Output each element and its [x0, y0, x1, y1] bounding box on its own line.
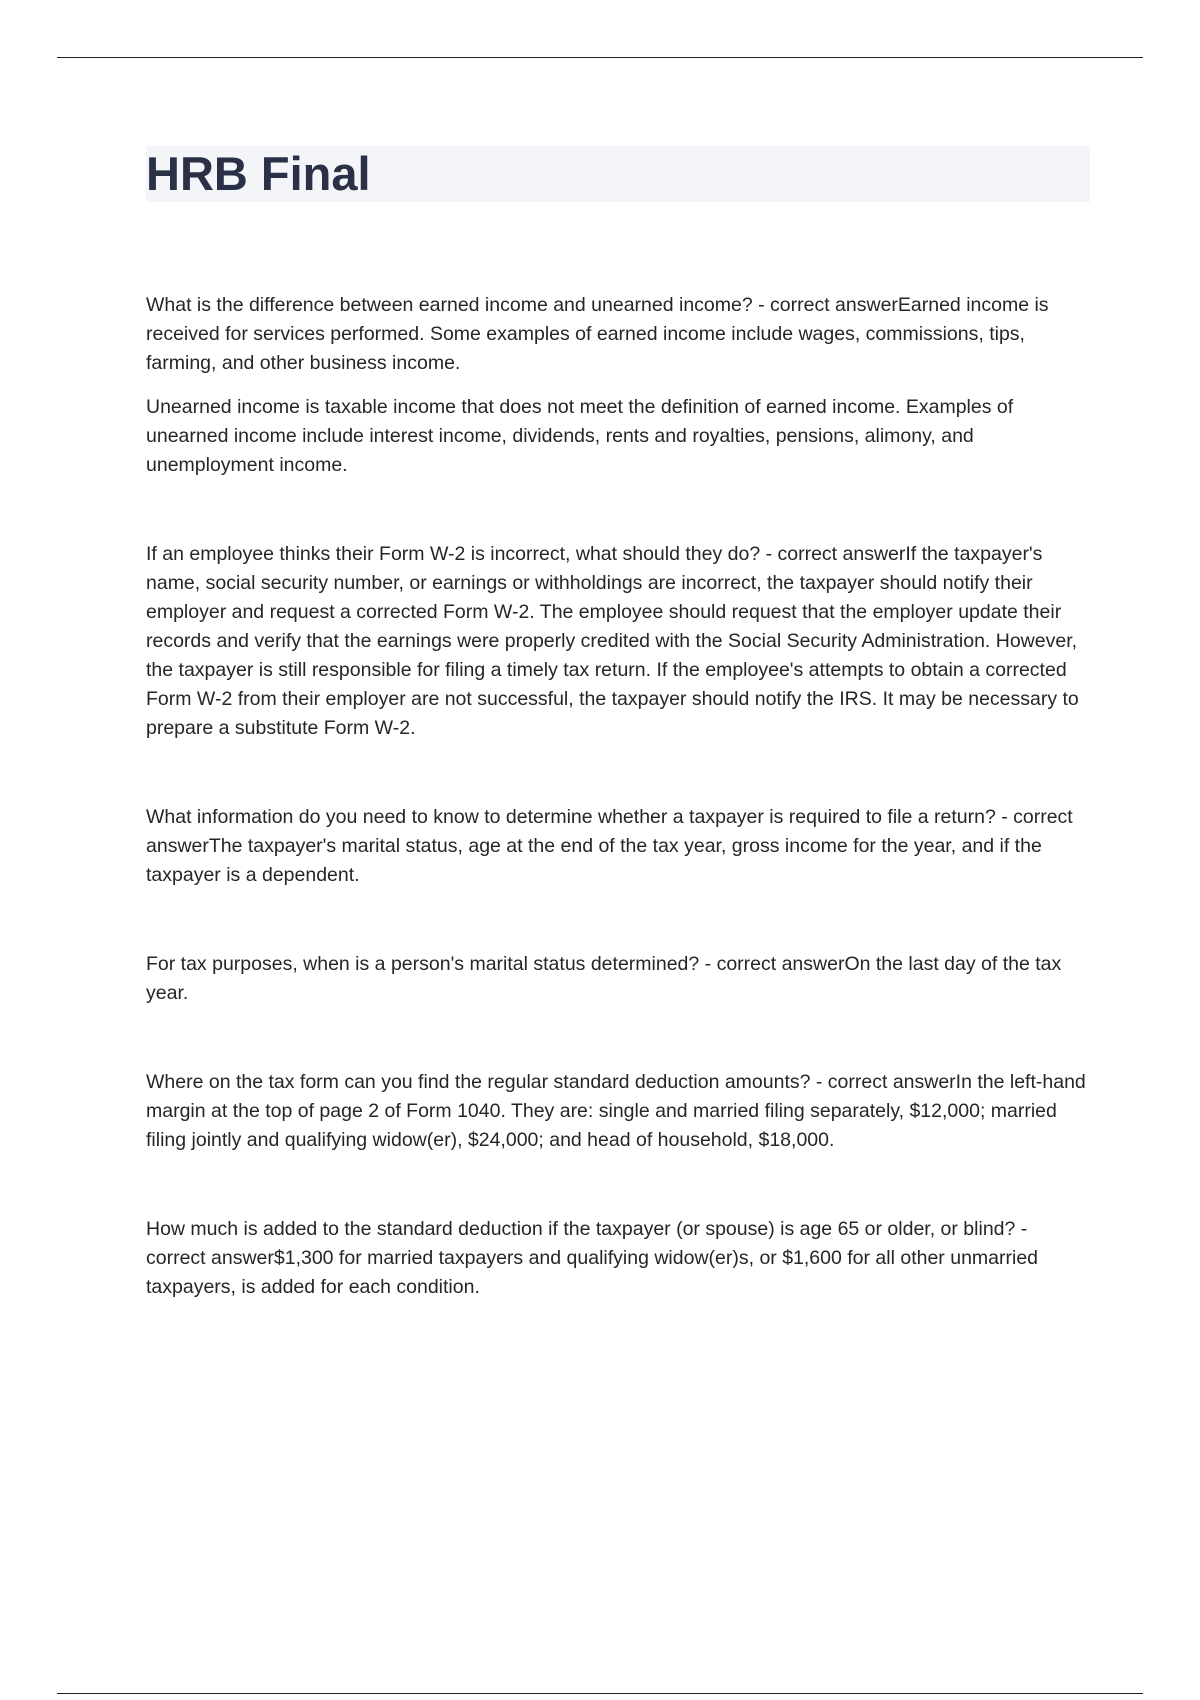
qa-block	[146, 1215, 1092, 1302]
qa-block	[146, 1068, 1092, 1155]
qa-paragraph: For tax purposes, when is a person's marital status determined? - correct answerOn the last day of the tax year.	[146, 953, 1062, 1004]
document-body	[146, 291, 1092, 1302]
qa-paragraph: Where on the tax form can you find the regular standard deduction amounts? - correct answerIn the left-hand margin at the top of page 2 of Form 1040. They are: single and married filing separately, $12,000; married filing jointly and qualifying widow(er), $24,000; and head of household, $18,000.	[146, 1071, 1086, 1151]
qa-block	[146, 803, 1092, 890]
footer-rule	[57, 1693, 1143, 1694]
qa-paragraph: If an employee thinks their Form W-2 is incorrect, what should they do? - correct answerIf the taxpayer's name, social security number, or earnings or withholdings are incorrect, the taxpayer should notify their employer and request a corrected Form W-2. The employee should request that the employer update their records and verify that the earnings were properly credited with the Social Security Administration. However, the taxpayer is still responsible for filing a timely tax return. If the employee's attempts to obtain a corrected Form W-2 from their employer are not successful, the taxpayer should notify the IRS. It may be necessary to prepare a substitute Form W-2.	[146, 543, 1079, 739]
qa-paragraph: What is the difference between earned income and unearned income? - correct answerEarned income is received for services performed. Some examples of earned income include wages, commissions, tips, farming, and other business income.	[146, 294, 1049, 374]
qa-paragraph: How much is added to the standard deduction if the taxpayer (or spouse) is age 65 or older, or blind? - correct answer$1,300 for married taxpayers and qualifying widow(er)s, or $1,600 for all other unmarried taxpayers, is added for each condition.	[146, 1218, 1039, 1298]
title-band	[146, 146, 1090, 202]
qa-block	[146, 540, 1092, 743]
qa-paragraph: Unearned income is taxable income that does not meet the definition of earned income. Examples of unearned income include interest income, dividends, rents and royalties, pensions, alimony, and unemployment income.	[146, 396, 1014, 476]
qa-paragraph: What information do you need to know to determine whether a taxpayer is required to file a return? - correct answerThe taxpayer's marital status, age at the end of the tax year, gross income for the year, and if the taxpayer is a dependent.	[146, 806, 1073, 886]
document-title: HRB Final	[146, 147, 371, 200]
header-rule	[57, 57, 1143, 58]
qa-block	[146, 291, 1092, 480]
qa-block	[146, 950, 1092, 1008]
